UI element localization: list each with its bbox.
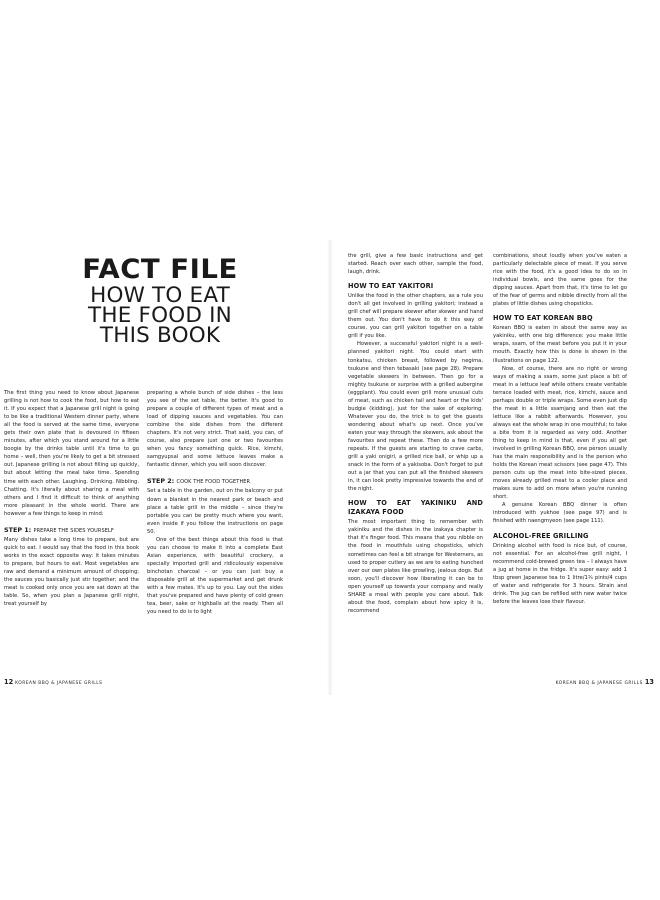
body-paragraph: The most important thing to remember with yakiniku and the dishes in the izakaya chapter is that it's finger food. This means that you nibble on the food in mouthfuls using chopsticks, which sometimes can feel a bit strange for Westerners, as used to proper cutlery as we are to eating hunched over our own plates like growling, jealous dogs. But soon, you'll discover how liberating it can be to open yourself up towards your company and really SHARE a meal with people you care about. Talk about the food, complain about how spicy it is, recommend [348,519,483,614]
section-heading: HOW TO EAT KOREAN BBQ [493,314,593,323]
step-title: PREPARE THE SIDES YOURSELF [33,527,114,534]
section-heading: HOW TO EAT YAKITORI [348,282,434,291]
text-column-4 [493,252,627,606]
body-paragraph: Many dishes take a long time to prepare, but are quick to eat. I would say that the food in this book works in the exact opposite way: it takes minutes to prepare, but hours to eat. Most vegetables are raw and demand a minimum amount of chopping; the sauces you basically just stir together; and the meat is cooked only once you are sat down at the table. So, when you plan a Japanese grill night, treat yourself by [4,536,139,608]
body-paragraph: Set a table in the garden, out on the balcony or put down a blanket in the nearest park or beach and place a table grill in the middle – since they're portable you can be pretty much where you want, even inside if you follow the instructions on page 50. [147,488,283,535]
intro-paragraph: The first thing you need to know about Japanese grilling is not how to cook the food, but how to eat it. If you expect that a Japanese grill night is going to be like a traditional Western dinner party, where all the food is served at the same time, everyone gets their own plate that is devoured in fifteen minutes, after which you stand around for a little boogie by the drinks table until it's time to go home – well, then you're likely to get a bit stressed out. Japanese grilling is not about filling up quickly, but about letting the meal take time. Spending time with each other. Laughing. Drinking. Nibbling. Chatting. It's literally about sharing a meal with others and I find it difficult to think of anything more pleasant in the whole world. There are however a few things to keep in mind: [4,390,139,517]
step-2-heading [147,477,283,487]
page-number: 12 [4,678,14,686]
body-paragraph: Now, of course, there are no right or wrong ways of making a ssam, some just place a bit of meat in a lettuce leaf while others create veritable terrace loaded with meat, rice, kimchi, sauce and perhaps double or triple wraps. Some even just dip the meat in a little ssamjang and then eat the lettuce like a rabbit afterwards. However, you always eat the whole wrap in one mouthful; to take a bite from it is regarded as very odd. Another thing to keep in mind is that, even if you all get involved in grilling Korean BBQ, one person usually has the main responsibility and is the person who holds the Korean meat scissors (see page 47). This person cuts up the meat into bite-sized pieces, moves already grilled meat to a cooler place and makes sure to add on more when you're running short. [493,365,627,501]
section-heading: HOW TO EAT YAKINIKU AND IZAKAYA FOOD [348,499,483,517]
subtitle-line: THE FOOD IN [88,303,232,328]
text-column-3 [348,252,483,615]
page-gutter [327,240,333,695]
subtitle-line: HOW TO EAT [90,283,230,308]
page-number: 13 [644,678,654,686]
step-label: STEP 2: [147,477,175,486]
section-heading: ALCOHOL-FREE GRILLING [493,531,589,540]
right-folio [556,678,654,686]
body-paragraph: preparing a whole bunch of side dishes – the less you see of the set table, the better. It's good to prepare a couple of different types of meat and a load of dipping sauces and vegetables. You can combine the side dishes from the different chapters. It's not very strict. That said, you can, of course, also prepare just one or two favourites when you fancy something quick. Rice, kimchi, samgyupsal and some lettuce leaves make a fantastic dinner, which you will soon discover. [147,390,283,469]
running-footer: KOREAN BBQ & JAPANESE GRILLS [15,681,103,686]
body-paragraph: the grill, give a few basic instructions and get started. Reach over each other, sample the food, laugh, drink. [348,253,483,276]
step-label: STEP 1: [4,525,32,534]
step-title: COOK THE FOOD TOGETHER [176,479,251,486]
body-paragraph: A genuine Korean BBQ dinner is often introduced with yukhoe (see page 97) and is finished with naengmyeon (see page 111). [493,502,627,525]
chapter-subtitle [60,283,260,348]
body-paragraph: Drinking alcohol with food is nice but, of course, not essential. For an alcohol-free grill night, I recommend cold-brewed green tea – I always have a jug at home in the fridge. It's super easy: add 1 tbsp green Japanese tea to 1 litre/1¾ pints/4 cups of water and refrigerate for 3 hours. Strain and drink. The jug can be refilled with new water twice before the leaves lose their flavour. [493,542,627,605]
fact-file-heading: FACT FILE [82,254,238,285]
running-footer: KOREAN BBQ & JAPANESE GRILLS [555,681,643,686]
body-paragraph: combinations, shout loudly when you've eaten a particularly delectable piece of meat. If you serve rice with the food, it's a good idea to do so in individual bowls, and the same goes for the dipping sauces. Apart from that, it's time to let go of the fear of germs and nibble directly from all the plates of little dishes using chopsticks. [493,253,627,308]
chapter-title-block [60,256,260,346]
body-paragraph: Korean BBQ is eaten in about the same way as yakiniku, with one big difference: you make little wraps, ssam, of the meat before you put it in your mouth. Exactly how this is done is shown in the illustrations on page 122. [493,325,627,364]
text-column-1 [4,389,139,608]
text-column-2 [147,389,283,616]
body-paragraph: Unlike the food in the other chapters, as a rule you don't all get involved in grilling yakitori; instead a grill chef will prepare skewer after skewer and hand them out. You don't have to do it this way of course, you can grill yakitori together on a table grill if you like. [348,293,483,340]
left-folio [4,678,102,686]
step-1-heading [4,526,139,536]
body-paragraph: One of the best things about this food is that you can choose to make it into a complete East Asian experience, with beautiful crockery, a specially imported grill and ridiculously expensive binchotan charcoal – or you can just buy a disposable grill at the supermarket and get drunk with a few mates. It's up to you. Lay out the sides that you've prepared and have plenty of cold green tea, beer, sake or highballs at the ready. Then all you need to do is to light [147,536,283,616]
body-paragraph: However, a successful yakitori night is a well-planned yakitori night. You could start with tonkatsu, chicken breast, followed by negima, tsukune and then tebasaki (see page 28). Prepare vegetable skewers in between. Then go for a mighty tsukune or surprise with a grilled aubergine (eggplant). You could even grill more unusual cuts of meat, such as chicken tail and heart or the kids' budgie (kidding), just for the sake of exploring. Whatever you do, the trick is to get the guests wondering about what's up next. Once you've eaten your way through the skewers, ask about the favourites and repeat these. Then do a few more repeats. If the guests are starting to crave carbs, grill a yaki onigiri, a grilled rice ball, or whip up a snack in the form of a yakisoba. Don't forget to put out a jar that you can put all the finished skewers in, it can look pretty impressive towards the end of the night. [348,341,483,493]
subtitle-line: THIS BOOK [99,323,221,348]
